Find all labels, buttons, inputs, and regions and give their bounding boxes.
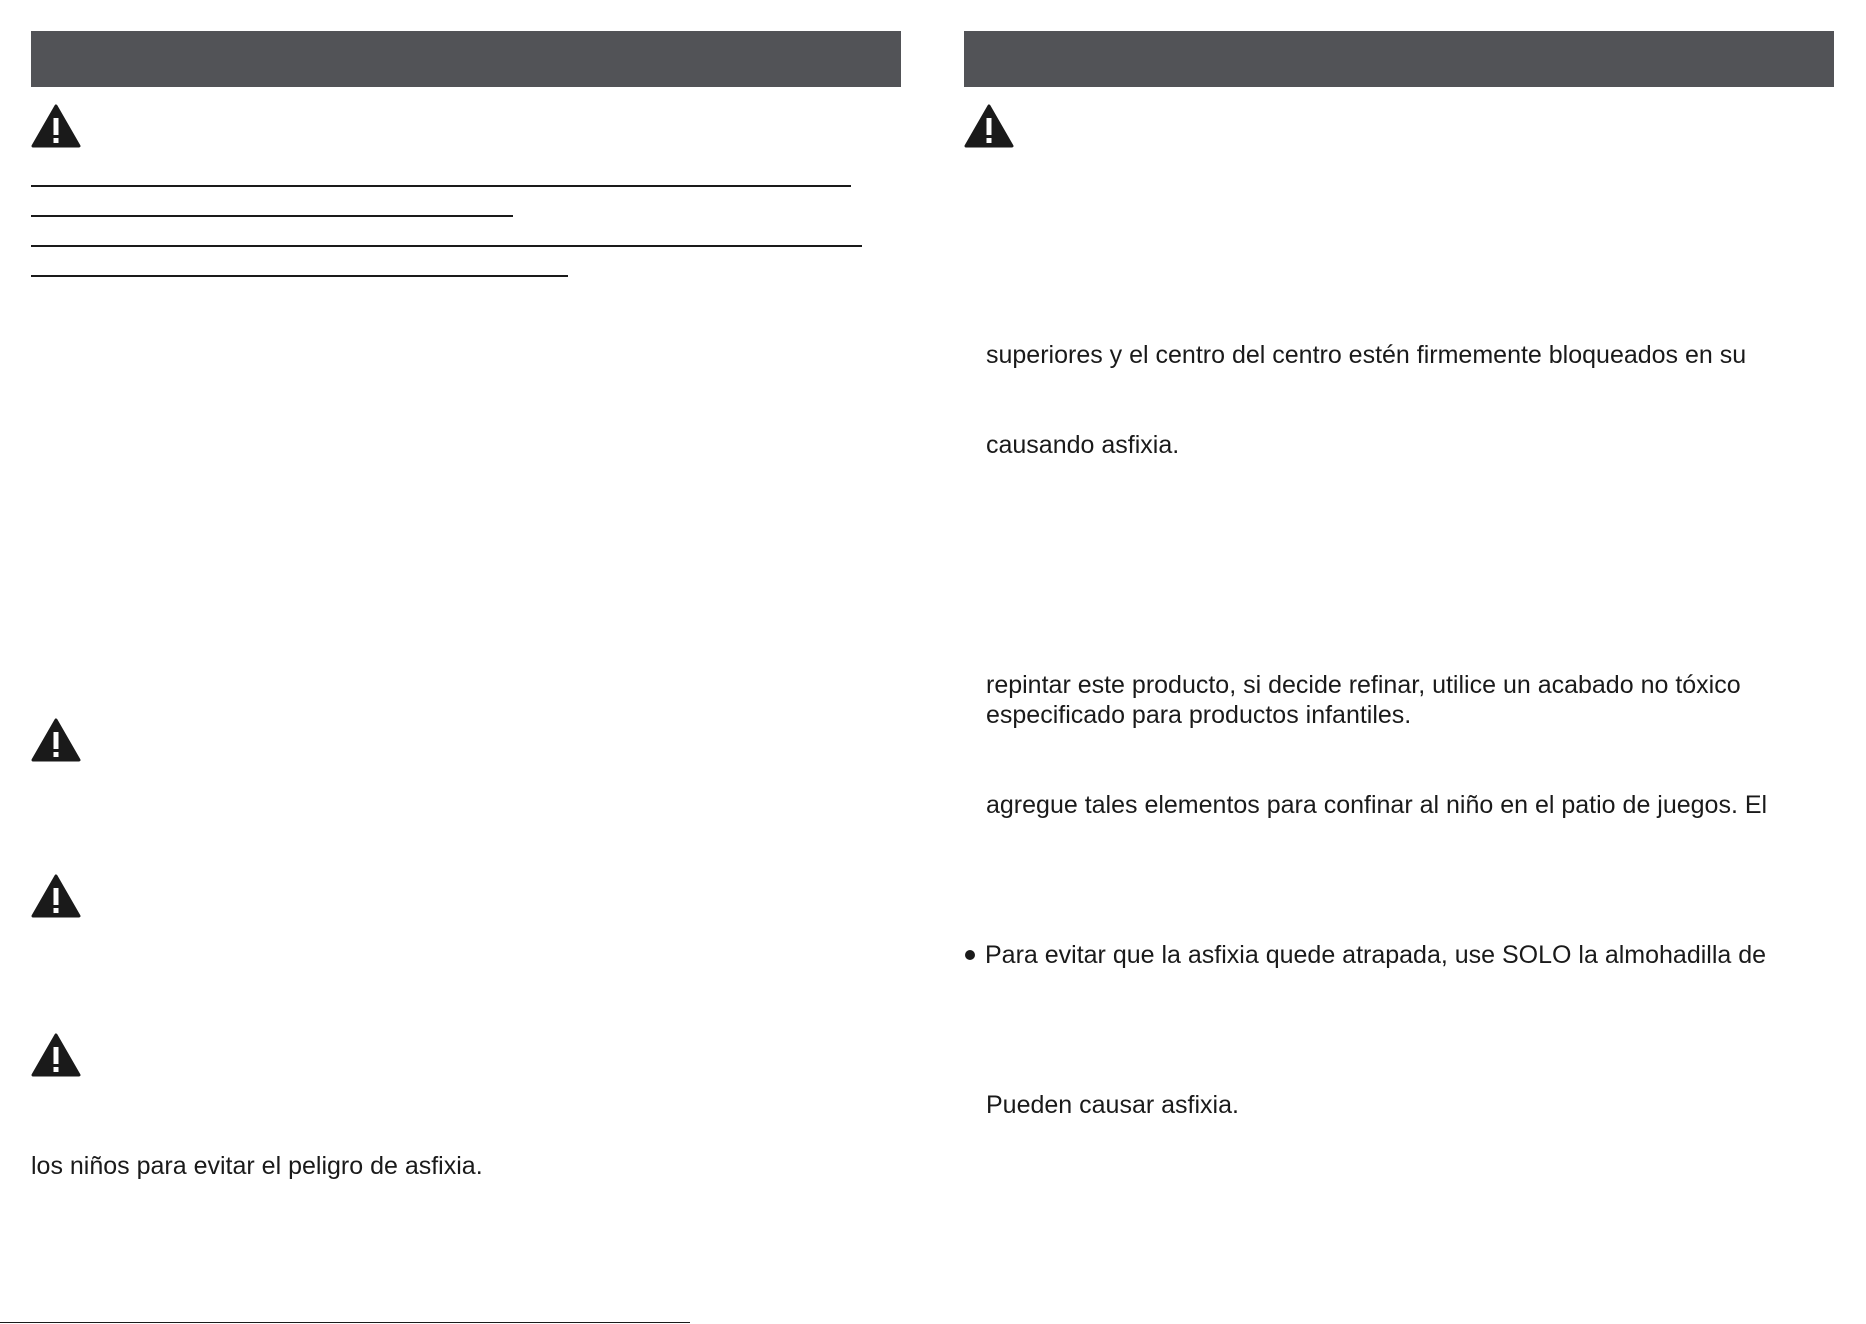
warning-triangle-icon [31,718,81,762]
left-section-header-bar [31,31,901,87]
underline-rule [31,275,568,277]
right-page-line: causando asfixia. [986,431,1180,459]
right-page-line: Pueden causar asfixia. [986,1091,1239,1119]
right-page-line: especificado para productos infantiles. [986,701,1412,729]
warning-triangle-icon [964,104,1014,148]
right-page-line: superiores y el centro del centro estén firmemente bloqueados en su [986,341,1747,369]
warning-triangle-icon [31,104,81,148]
footer-rule [0,1322,690,1323]
right-section-header-bar [964,31,1834,87]
warning-triangle-icon [31,1033,81,1077]
right-page-line: agregue tales elementos para confinar al niño en el patio de juegos. El [986,791,1768,819]
right-page-line: Para evitar que la asfixia quede atrapada, use SOLO la almohadilla de [985,941,1767,969]
bullet-point [965,950,975,960]
underline-rule [31,215,513,217]
right-page-line: repintar este producto, si decide refinar, utilice un acabado no tóxico [986,671,1741,699]
left-page-final-line: los niños para evitar el peligro de asfixia. [31,1152,483,1180]
underline-rule [31,245,862,247]
warning-triangle-icon [31,874,81,918]
underline-rule [31,185,851,187]
